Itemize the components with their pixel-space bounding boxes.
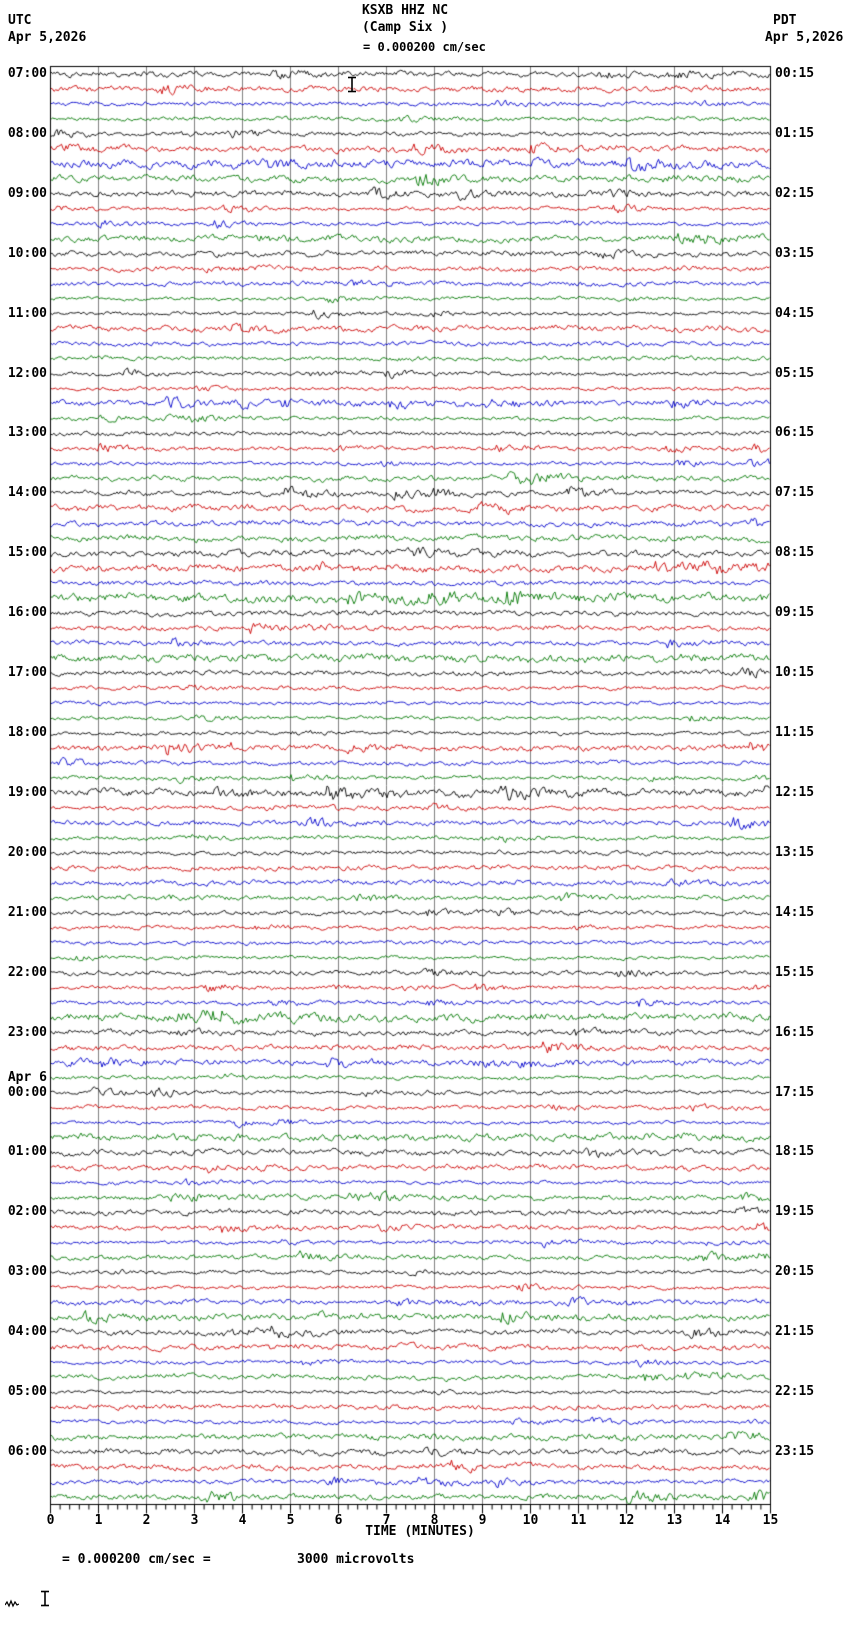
pdt-hour-label: 07:15 [775,485,815,501]
footer-microvolts-text: 3000 microvolts [297,1552,415,1567]
x-tick-label: 14 [714,1513,731,1528]
pdt-hour-label: 22:15 [775,1384,815,1400]
x-tick-label: 12 [618,1513,635,1528]
utc-hour-label: 11:00 [7,305,47,321]
utc-hour-label: 22:00 [7,964,47,980]
utc-hour-label: 01:00 [7,1144,47,1160]
utc-hour-label: 20:00 [7,844,47,860]
pdt-hour-label: 19:15 [775,1204,815,1220]
utc-hour-label: 05:00 [7,1384,47,1400]
pdt-hour-label: 10:15 [775,665,815,681]
pdt-hour-label: 20:15 [775,1264,815,1280]
pdt-hour-label: 13:15 [775,844,815,860]
utc-hour-label: 17:00 [7,665,47,681]
x-tick-label: 15 [762,1513,779,1528]
pdt-hour-label: 18:15 [775,1144,815,1160]
utc-hour-label: 19:00 [7,784,47,800]
utc-hour-label: 15:00 [7,545,47,561]
utc-hour-label: 21:00 [7,904,47,920]
pdt-hour-label: 00:15 [775,65,815,81]
date-right-label: Apr 5,2026 [765,30,844,45]
footer-scale-text: = 0.000200 cm/sec = [62,1552,211,1567]
pdt-hour-label: 02:15 [775,185,815,201]
scale-note: = 0.000200 cm/sec [363,40,486,54]
x-tick-label: 7 [382,1513,391,1528]
utc-hour-label: 18:00 [7,725,47,741]
pdt-hour-label: 14:15 [775,904,815,920]
utc-hour-label: 08:00 [7,125,47,141]
x-tick-label: 8 [430,1513,439,1528]
x-tick-label: 2 [142,1513,151,1528]
utc-hour-label: 14:00 [7,485,47,501]
utc-hour-label: 03:00 [7,1264,47,1280]
x-tick-label: 5 [286,1513,295,1528]
utc-hour-label: 09:00 [7,185,47,201]
timezone-left-label: UTC [8,13,32,28]
utc-hour-label: 12:00 [7,365,47,381]
x-tick-label: 13 [666,1513,683,1528]
page-title: KSXB HHZ NC [361,3,449,18]
utc-hour-label: 00:00 [7,1084,47,1100]
x-tick-label: 11 [570,1513,587,1528]
pdt-hour-label: 23:15 [775,1444,815,1460]
page-subtitle: (Camp Six ) [361,20,449,35]
footer-scale-bracket-icon [40,1552,59,1626]
pdt-hour-label: 15:15 [775,964,815,980]
pdt-hour-label: 16:15 [775,1024,815,1040]
pdt-hour-label: 05:15 [775,365,815,381]
footer-waveform-icon [5,1560,24,1627]
x-tick-label: 9 [478,1513,487,1528]
x-tick-label: 1 [94,1513,103,1528]
x-tick-label: 0 [46,1513,55,1528]
utc-hour-label: 16:00 [7,605,47,621]
pdt-hour-label: 17:15 [775,1084,815,1100]
pdt-hour-label: 09:15 [775,605,815,621]
x-tick-label: 10 [522,1513,539,1528]
utc-hour-label: 23:00 [7,1024,47,1040]
utc-hour-label: 04:00 [7,1324,47,1340]
utc-hour-label: 13:00 [7,425,47,441]
pdt-hour-label: 08:15 [775,545,815,561]
date-rollover-label: Apr 6 [7,1069,47,1085]
pdt-hour-label: 04:15 [775,305,815,321]
utc-hour-label: 02:00 [7,1204,47,1220]
pdt-hour-label: 03:15 [775,245,815,261]
pdt-hour-label: 06:15 [775,425,815,441]
pdt-hour-label: 21:15 [775,1324,815,1340]
pdt-hour-label: 01:15 [775,125,815,141]
utc-hour-label: 10:00 [7,245,47,261]
x-tick-label: 4 [238,1513,247,1528]
pdt-hour-label: 12:15 [775,784,815,800]
date-left-label: Apr 5,2026 [8,30,87,45]
timezone-right-label: PDT [773,13,797,28]
pdt-hour-label: 11:15 [775,725,815,741]
x-tick-label: 6 [334,1513,343,1528]
x-axis-title: TIME (MINUTES) [365,1524,475,1539]
utc-hour-label: 06:00 [7,1444,47,1460]
utc-hour-label: 07:00 [7,65,47,81]
x-tick-label: 3 [190,1513,199,1528]
